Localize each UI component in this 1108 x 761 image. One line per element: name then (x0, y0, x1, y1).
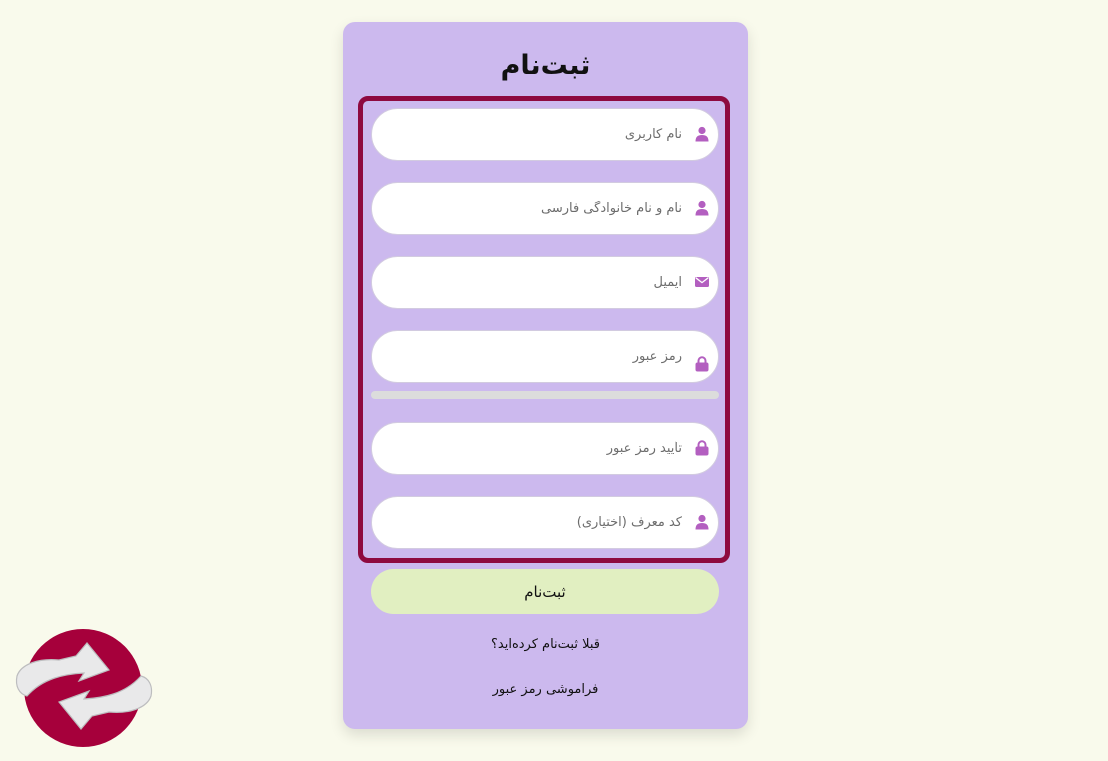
login-link[interactable]: قبلا ثبت‌نام کرده‌اید؟ (490, 637, 600, 652)
password-input[interactable] (388, 331, 682, 382)
password-field[interactable] (371, 330, 719, 383)
fullname-field[interactable] (371, 182, 719, 235)
lock-icon (695, 440, 709, 456)
signup-card (343, 22, 748, 729)
username-input[interactable] (388, 109, 682, 160)
confirm-password-field[interactable] (371, 422, 719, 475)
fullname-input[interactable] (388, 183, 682, 234)
confirm-password-input[interactable] (388, 423, 682, 474)
fields-group (358, 96, 730, 563)
user-icon (695, 200, 709, 216)
user-icon (695, 514, 709, 530)
username-field[interactable] (371, 108, 719, 161)
envelope-icon (695, 274, 709, 290)
brand-logo (13, 626, 155, 748)
referral-code-input[interactable] (388, 497, 682, 548)
user-icon (695, 126, 709, 142)
email-field[interactable] (371, 256, 719, 309)
signup-button[interactable]: ثبت‌نام (371, 569, 719, 614)
page-title: ثبت‌نام (500, 50, 591, 81)
lock-icon (695, 356, 709, 372)
forgot-password-link[interactable]: فراموشی رمز عبور (492, 682, 599, 697)
email-input[interactable] (388, 257, 682, 308)
referral-code-field[interactable] (371, 496, 719, 549)
password-strength-bar (371, 391, 719, 399)
